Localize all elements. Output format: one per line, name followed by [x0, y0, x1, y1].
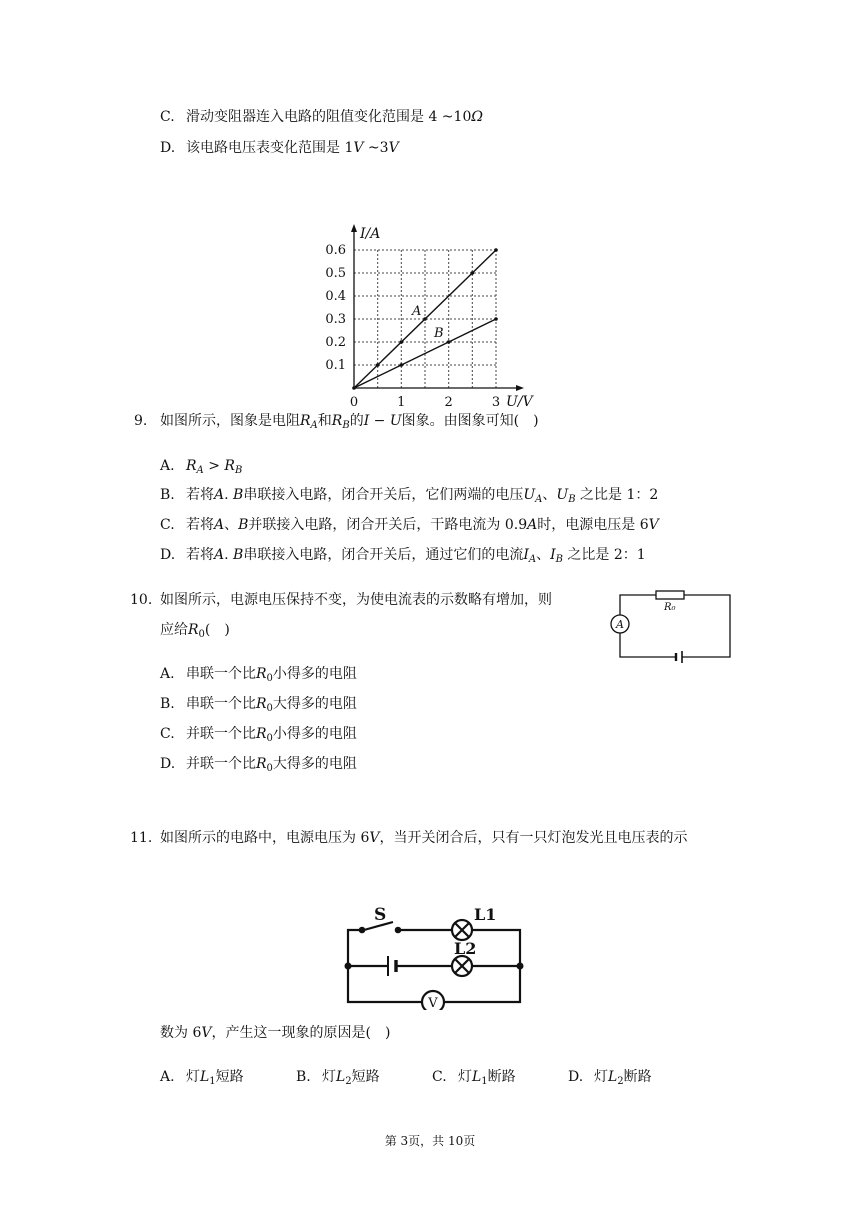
y-tick: 0.6	[325, 243, 346, 258]
q11-stem-line2: 数为 6V，产生这一现象的原因是( )	[160, 1025, 391, 1041]
iu-graph	[312, 222, 538, 418]
q8-option-d	[160, 138, 399, 158]
x-tick: 0	[349, 395, 359, 410]
junction-left	[345, 963, 352, 970]
x-axis-arrow	[516, 385, 524, 391]
q11-option-d-text: 灯$L_2$断路	[594, 1069, 652, 1087]
q11-option-b-text: 灯$L_2$短路	[322, 1069, 380, 1087]
line-a-label: A	[412, 304, 422, 319]
y-tick: 0.4	[325, 289, 346, 304]
option-letter: B.	[296, 1069, 311, 1085]
line-b	[354, 319, 496, 388]
q9-option-d	[160, 545, 646, 570]
q11-option-d	[568, 1067, 652, 1092]
y-tick: 0.5	[325, 266, 346, 281]
q9-option-c-text: 若将A、B并联接入电路，闭合开关后，干路电流为 0.9A时，电源电压是 6V	[186, 517, 659, 533]
q8-option-c	[160, 107, 483, 127]
q10-option-c	[160, 724, 357, 749]
q10-circuit-svg	[606, 587, 736, 663]
q9-number: 9.	[134, 413, 148, 429]
option-letter: B.	[160, 487, 175, 503]
q9-option-b-text: 若将A. B串联接入电路，闭合开关后，它们两端的电压$U_A$、$U_B$ 之比是 1：2	[186, 487, 659, 505]
option-letter: C.	[160, 517, 175, 533]
x-tick: 1	[397, 395, 406, 410]
q9-option-a	[160, 456, 242, 481]
y-tick: 0.2	[325, 335, 346, 350]
lamp-l2-label: L2	[454, 939, 477, 958]
option-letter: B.	[160, 696, 175, 712]
q8-option-c-text: 滑动变阻器连入电路的阻值变化范围是 4 ~10Ω	[186, 109, 483, 125]
q8-option-d-text: 该电路电压表变化范围是 1V ~3V	[186, 140, 399, 156]
q10-option-b	[160, 694, 357, 719]
resistor-label: R₀	[664, 602, 676, 613]
option-letter: D.	[160, 756, 176, 772]
option-letter: D.	[160, 140, 176, 156]
option-letter: A.	[160, 1069, 175, 1085]
q9-option-c	[160, 515, 659, 535]
voltmeter-label: V	[428, 996, 438, 1010]
q11-option-c	[432, 1067, 516, 1092]
q10-stem-line1: 如图所示，电源电压保持不变，为使电流表的示数略有增加，则	[160, 592, 552, 608]
option-letter: C.	[160, 726, 175, 742]
q11-option-a-text: 灯$L_1$短路	[186, 1069, 244, 1087]
switch-contact-left	[360, 928, 364, 932]
q11-circuit-svg	[338, 900, 534, 1010]
q9-stem-post: 的	[349, 413, 364, 429]
q10-option-d-text: 并联一个比$R_0$大得多的电阻	[186, 756, 357, 774]
q10-number: 10.	[130, 592, 153, 608]
q9-stem: 如图所示，图象是电阻$R_A$和$R_B$的I − U图象。由图象可知( )	[160, 413, 539, 431]
q9-option-a-text: $R_A > R_B$	[186, 458, 243, 476]
q9-option-d-text: 若将A. B串联接入电路，闭合开关后，通过它们的电流$I_A$、$I_B$ 之比是 2：1	[186, 547, 646, 565]
q11-stem-line1: 如图所示的电路中，电源电压为 6V，当开关闭合后，只有一只灯泡发光且电压表的示	[160, 830, 688, 846]
option-letter: C.	[160, 109, 175, 125]
page-footer: 第 3页，共 10页	[384, 1134, 476, 1148]
x-tick: 2	[444, 395, 453, 410]
switch-contact-right	[396, 928, 400, 932]
option-letter: A.	[160, 666, 175, 682]
option-letter: D.	[568, 1069, 584, 1085]
x-tick: 3	[491, 395, 501, 410]
q10-option-a-text: 串联一个比$R_0$小得多的电阻	[186, 666, 357, 684]
q11-option-b	[296, 1067, 380, 1092]
q10-stem-line2: 应给$R_0$( )	[160, 622, 230, 640]
q10-circuit	[606, 587, 736, 667]
q11-option-c-text: 灯$L_1$断路	[458, 1069, 516, 1087]
y-tick: 0.1	[325, 358, 346, 373]
q11-option-a	[160, 1067, 244, 1092]
x-axis-label: U/V	[506, 394, 533, 410]
y-tick: 0.3	[325, 312, 346, 327]
q11-circuit	[338, 900, 534, 1014]
y-axis-arrow	[351, 224, 357, 232]
q9-stem-end: 图象。由图象可知( )	[401, 413, 539, 429]
q10-option-b-text: 串联一个比$R_0$大得多的电阻	[186, 696, 357, 714]
lamp-l1-label: L1	[474, 905, 497, 924]
q9-stem-pre: 如图所示，图象是电阻	[160, 413, 300, 429]
q9-iu: I − U	[363, 413, 402, 429]
junction-right	[517, 963, 524, 970]
ammeter-label: A	[616, 618, 624, 631]
q9-option-b	[160, 485, 658, 510]
switch-label: S	[374, 905, 387, 925]
q9-stem-mid: 和	[317, 413, 332, 429]
iu-graph-svg	[312, 222, 538, 414]
option-letter: C.	[432, 1069, 447, 1085]
option-letter: D.	[160, 547, 176, 563]
option-letter: A.	[160, 458, 175, 474]
y-axis-label: I/A	[360, 226, 381, 242]
line-b-label: B	[434, 326, 444, 341]
q11-number: 11.	[130, 830, 153, 846]
q10-option-a	[160, 664, 357, 689]
q10-option-c-text: 并联一个比$R_0$小得多的电阻	[186, 726, 357, 744]
resistor-r0	[656, 591, 684, 599]
q10-option-d	[160, 754, 357, 779]
